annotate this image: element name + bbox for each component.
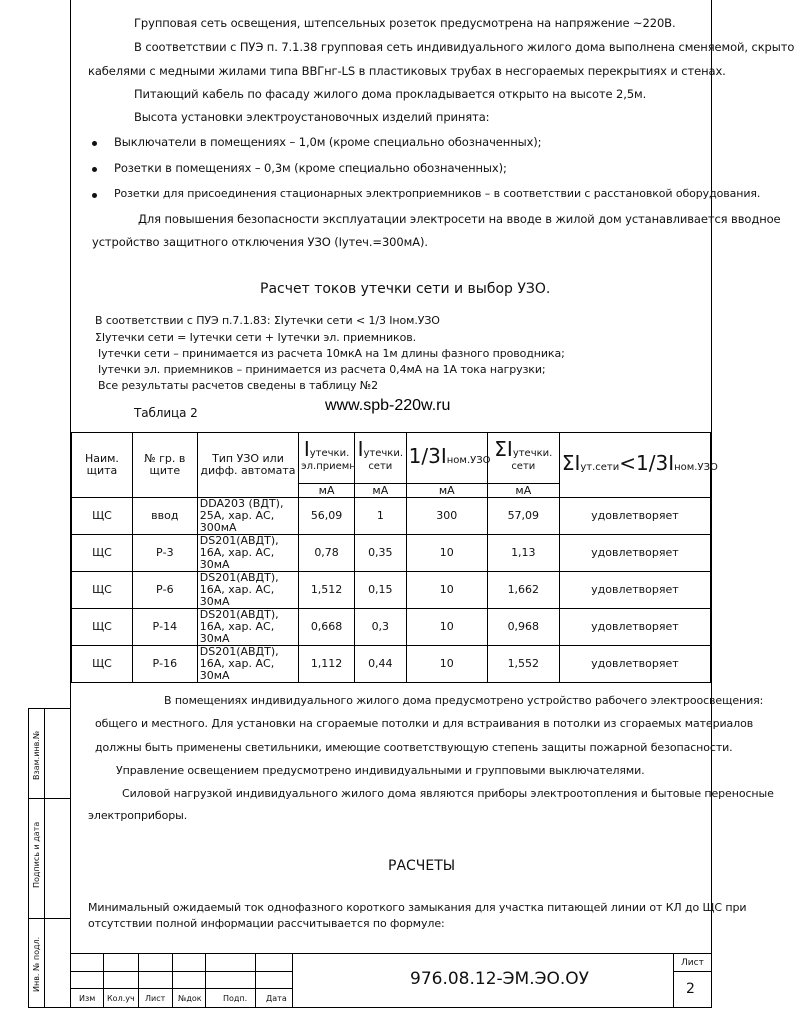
bullet-item: Выключатели в помещениях – 1,0м (кроме специально обозначенных); xyxy=(114,135,542,149)
cell-i-net: 0,15 xyxy=(354,572,406,609)
paragraph-line: Питающий кабель по фасаду жилого дома прокладывается открыто на высоте 2,5м. xyxy=(134,87,647,101)
table-row xyxy=(72,609,711,646)
cell-type: DS201(АВДТ), 16А, хар. АС, 30мА xyxy=(197,572,298,609)
side-box-div2 xyxy=(28,918,71,919)
stamp-col-line xyxy=(172,953,173,1008)
side-label-vzam: Взам.инв.№ xyxy=(32,730,41,780)
paragraph-line: электроприборы. xyxy=(88,809,188,822)
calc2-line: отсутствии полной информации рассчитывается по формуле: xyxy=(88,917,445,930)
leakage-table xyxy=(71,432,718,683)
paragraph-line: устройство защитного отключения УЗО (Iутеч.=300мА). xyxy=(92,235,428,249)
paragraph-line: Силовой нагрузкой индивидуального жилого дома являются приборы электроотопления и бытовые переносные xyxy=(122,787,774,800)
side-box-top xyxy=(28,708,71,709)
unit-cell: мА xyxy=(354,484,406,498)
cell-type: DS201(АВДТ), 16А, хар. АС, 30мА xyxy=(197,646,298,683)
stamp-col-label: Изм xyxy=(79,994,96,1003)
frame-right-border xyxy=(711,0,712,1008)
paragraph-line: В соответствии с ПУЭ п. 7.1.38 групповая сеть индивидуального жилого дома выполнена сменяемой, скрыто xyxy=(134,40,794,54)
bullet-item: Розетки в помещениях – 0,3м (кроме специально обозначенных); xyxy=(114,161,507,175)
stamp-col-line xyxy=(292,953,293,1008)
frame-bottom-border xyxy=(28,1007,712,1008)
cell-type: DS201(АВДТ), 16А, хар. АС, 30мА xyxy=(197,609,298,646)
cell-i-net: 0,35 xyxy=(354,535,406,572)
cell-third: 10 xyxy=(406,609,487,646)
bullet-dot xyxy=(92,193,97,198)
cell-i-ep: 0,78 xyxy=(299,535,355,572)
cell-third: 10 xyxy=(406,572,487,609)
header-i-net: Iутечки. сети xyxy=(354,433,406,484)
table-row xyxy=(72,572,711,609)
stamp-top xyxy=(70,953,712,954)
side-label-podpis: Подпись и дата xyxy=(32,821,41,888)
calc2-title: РАСЧЕТЫ xyxy=(388,858,456,874)
paragraph-line: Высота установки электроустановочных изделий принята: xyxy=(134,110,490,124)
header-check: ΣIут.сети<1/3Iном.УЗО xyxy=(559,433,710,498)
cell-group: ввод xyxy=(132,498,197,535)
unit-cell: мА xyxy=(406,484,487,498)
stamp-col-line xyxy=(138,953,139,1008)
calc-line: Все результаты расчетов сведены в таблицу №2 xyxy=(98,379,379,392)
sheet-number: 2 xyxy=(686,981,695,997)
cell-result: удовлетворяет xyxy=(559,498,710,535)
cell-sum: 1,13 xyxy=(487,535,559,572)
header-sum: ΣIутечки. сети xyxy=(487,433,559,484)
paragraph-line: должны быть применены светильники, имеющие соответствующую степень защиты пожарной безопасности. xyxy=(95,741,733,754)
header-group: № гр. в щите xyxy=(132,433,197,498)
paragraph-line: В помещениях индивидуального жилого дома предусмотрено устройство рабочего электроосвещения: xyxy=(164,694,764,707)
cell-result: удовлетворяет xyxy=(559,535,710,572)
cell-result: удовлетворяет xyxy=(559,609,710,646)
stamp-col-line xyxy=(103,953,104,1008)
calc-line: В соответствии с ПУЭ п.7.1.83: ΣIутечки сети < 1/3 Iном.УЗО xyxy=(95,314,440,327)
cell-i-ep: 56,09 xyxy=(299,498,355,535)
cell-i-ep: 1,512 xyxy=(299,572,355,609)
calc-line: ΣIутечки сети = Iутечки сети + Iутечки эл. приемников. xyxy=(95,331,417,344)
unit-cell: мА xyxy=(299,484,355,498)
calc-title: Расчет токов утечки сети и выбор УЗО. xyxy=(260,281,551,297)
cell-board: ЩС xyxy=(72,498,133,535)
stamp-col-line xyxy=(673,953,674,1008)
calc-line: Iутечки сети – принимается из расчета 10мкА на 1м длины фазного проводника; xyxy=(98,347,565,360)
cell-group: Р-6 xyxy=(132,572,197,609)
table-header-row xyxy=(72,433,711,484)
stamp-col-label: Дата xyxy=(266,994,287,1003)
cell-i-net: 0,44 xyxy=(354,646,406,683)
cell-type: DS201(АВДТ), 16А, хар. АС, 30мА xyxy=(197,535,298,572)
side-box-left xyxy=(28,708,29,1008)
cell-sum: 57,09 xyxy=(487,498,559,535)
table-row xyxy=(72,535,711,572)
header-type: Тип УЗО или дифф. автомата xyxy=(197,433,298,498)
cell-i-net: 0,3 xyxy=(354,609,406,646)
header-board: Наим. щита xyxy=(72,433,133,498)
paragraph-line: Групповая сеть освещения, штепсельных розеток предусмотрена на напряжение ~220В. xyxy=(134,16,676,30)
cell-i-ep: 1,112 xyxy=(299,646,355,683)
calc2-line: Минимальный ожидаемый ток однофазного короткого замыкания для участка питающей линии от КЛ до ЩС при xyxy=(88,901,747,914)
side-label-inv: Инв. № подл. xyxy=(32,936,41,992)
cell-i-ep: 0,668 xyxy=(299,609,355,646)
cell-third: 300 xyxy=(406,498,487,535)
cell-board: ЩС xyxy=(72,609,133,646)
cell-group: Р-16 xyxy=(132,646,197,683)
cell-sum: 1,662 xyxy=(487,572,559,609)
paragraph-line: Управление освещением предусмотрено индивидуальными и групповыми выключателями. xyxy=(116,764,645,777)
stamp-col-label: Кол.уч xyxy=(107,994,135,1003)
paragraph-line: Для повышения безопасности эксплуатации электросети на вводе в жилой дом устанавливается вводное xyxy=(138,212,781,226)
cell-i-net: 1 xyxy=(354,498,406,535)
sheet-label: Лист xyxy=(681,958,704,968)
paragraph-line: кабелями с медными жилами типа ВВГнг-LS в пластиковых трубах в несгораемых перекрытиях и стенах. xyxy=(88,64,726,78)
cell-sum: 0,968 xyxy=(487,609,559,646)
stamp-col-label: Лист xyxy=(145,994,166,1003)
cell-third: 10 xyxy=(406,646,487,683)
side-box-mid xyxy=(44,708,45,1008)
cell-result: удовлетворяет xyxy=(559,572,710,609)
bullet-dot xyxy=(92,167,97,172)
stamp-col-label: Подп. xyxy=(223,994,248,1003)
cell-third: 10 xyxy=(406,535,487,572)
cell-board: ЩС xyxy=(72,535,133,572)
bullet-item: Розетки для присоединения стационарных электроприемников – в соответствии с расстановкой оборудования. xyxy=(114,187,761,200)
watermark-url: www.spb-220w.ru xyxy=(325,397,451,414)
unit-cell: мА xyxy=(487,484,559,498)
cell-board: ЩС xyxy=(72,572,133,609)
table-row xyxy=(72,646,711,683)
calc-line: Iутечки эл. приемников – принимается из расчета 0,4мА на 1А тока нагрузки; xyxy=(98,363,546,376)
stamp-col-line xyxy=(255,953,256,1008)
paragraph-line: общего и местного. Для установки на сгораемые потолки и для встраивания в потолки из сгораемых материалов xyxy=(95,717,754,730)
bullet-dot xyxy=(92,141,97,146)
stamp-col-label: №док xyxy=(178,994,202,1003)
stamp-row-line xyxy=(673,971,712,972)
table-row xyxy=(72,498,711,535)
stamp-col-line xyxy=(205,953,206,1008)
table-label: Таблица 2 xyxy=(134,406,198,420)
document-code: 976.08.12-ЭМ.ЭО.ОУ xyxy=(410,969,589,989)
header-i-ep: Iутечки. эл.приемн xyxy=(299,433,355,484)
side-box-div1 xyxy=(28,798,71,799)
cell-sum: 1,552 xyxy=(487,646,559,683)
cell-group: Р-3 xyxy=(132,535,197,572)
header-third: 1/3Iном.УЗО xyxy=(406,433,487,484)
cell-group: Р-14 xyxy=(132,609,197,646)
cell-board: ЩС xyxy=(72,646,133,683)
cell-result: удовлетворяет xyxy=(559,646,710,683)
cell-type: DDA203 (ВДТ), 25А, хар. АС, 300мА xyxy=(197,498,298,535)
